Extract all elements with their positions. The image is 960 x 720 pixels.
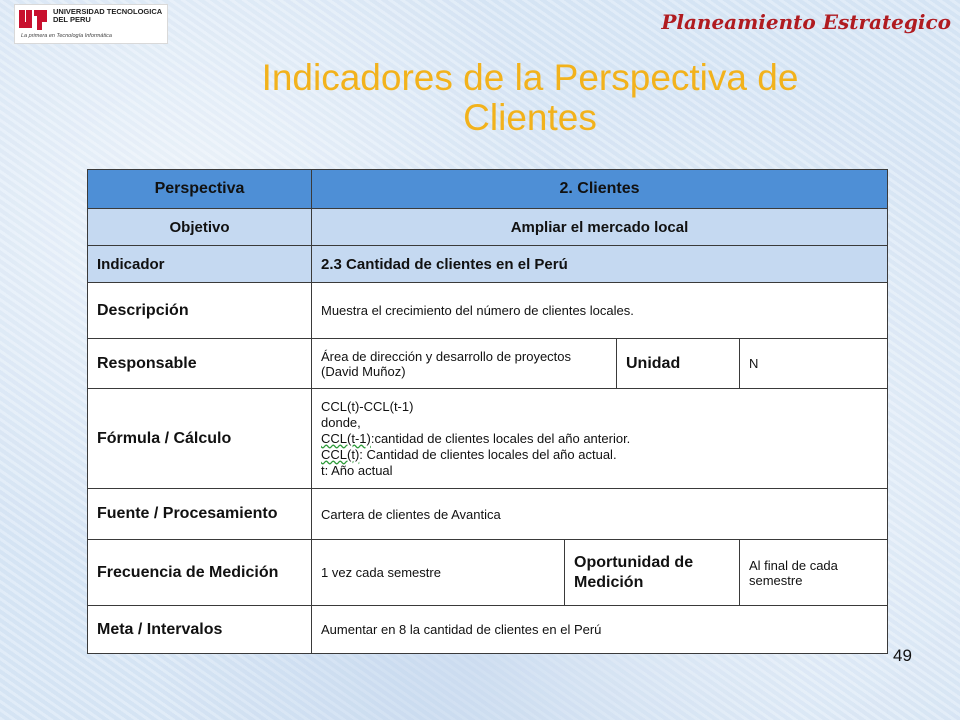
fuente-label: Fuente / Procesamiento [88,489,312,540]
perspectiva-label: Perspectiva [88,170,312,209]
slide-title [110,58,950,138]
formula-label: Fórmula / Cálculo [88,389,312,489]
frecuencia-label: Frecuencia de Medición [88,540,312,606]
oportunidad-label-line-1: Oportunidad de [574,553,694,571]
row-frecuencia [88,540,888,606]
objetivo-label: Objetivo [88,209,312,246]
row-formula [88,389,888,489]
oportunidad-value [740,540,888,606]
indicador-value: 2.3 Cantidad de clientes en el Perú [312,246,888,283]
responsable-label: Responsable [88,339,312,389]
formula-line-3-text: :cantidad de clientes locales del año anterior. [370,430,631,446]
perspectiva-value: 2. Clientes [312,170,888,209]
row-responsable [88,339,888,389]
descripcion-value: Muestra el crecimiento del número de clientes locales. [312,283,888,339]
row-meta [88,606,888,654]
responsable-value-line-1: Área de dirección y desarrollo de proyectos [321,348,572,364]
formula-line-4 [321,447,878,463]
row-indicador [88,246,888,283]
meta-value: Aumentar en 8 la cantidad de clientes en el Perú [312,606,888,654]
formula-line-3 [321,431,878,447]
row-fuente [88,489,888,540]
logo-tagline: La primera en Tecnología Informática [21,33,112,39]
oportunidad-label [565,540,740,606]
formula-line-3-code: CCL(t-1) [321,430,371,446]
slide-title-line-1: Indicadores de la Perspectiva de [261,57,799,98]
formula-line-4-text: : Cantidad de clientes locales del año actual. [359,446,617,462]
oportunidad-label-line-2: Medición [574,573,644,591]
indicator-table [87,169,888,654]
row-perspectiva [88,170,888,209]
formula-line-1: CCL(t)-CCL(t-1) [321,398,414,414]
frecuencia-value: 1 vez cada semestre [312,540,565,606]
fuente-value: Cartera de clientes de Avantica [312,489,888,540]
row-objetivo [88,209,888,246]
logo-university-name: UNIVERSIDAD TECNOLOGICA DEL PERU [53,7,162,24]
responsable-value [312,339,617,389]
indicador-label: Indicador [88,246,312,283]
page-number: 49 [893,646,912,665]
university-logo [14,4,168,44]
formula-line-5: t: Año actual [321,462,393,478]
descripcion-label: Descripción [88,283,312,339]
responsable-value-line-2: (David Muñoz) [321,363,406,379]
brand-title: Planeamiento Estrategico [661,10,951,34]
utp-logo-icon [19,8,49,32]
oportunidad-value-line-1: Al final de cada [749,557,838,573]
unidad-value: N [740,339,888,389]
row-descripcion [88,283,888,339]
formula-value [312,389,888,489]
formula-line-4-code: CCL(t) [321,446,360,462]
oportunidad-value-line-2: semestre [749,572,803,588]
unidad-label: Unidad [617,339,740,389]
formula-line-2: donde, [321,414,361,430]
slide-title-line-2: Clientes [463,97,597,138]
objetivo-value: Ampliar el mercado local [312,209,888,246]
meta-label: Meta / Intervalos [88,606,312,654]
